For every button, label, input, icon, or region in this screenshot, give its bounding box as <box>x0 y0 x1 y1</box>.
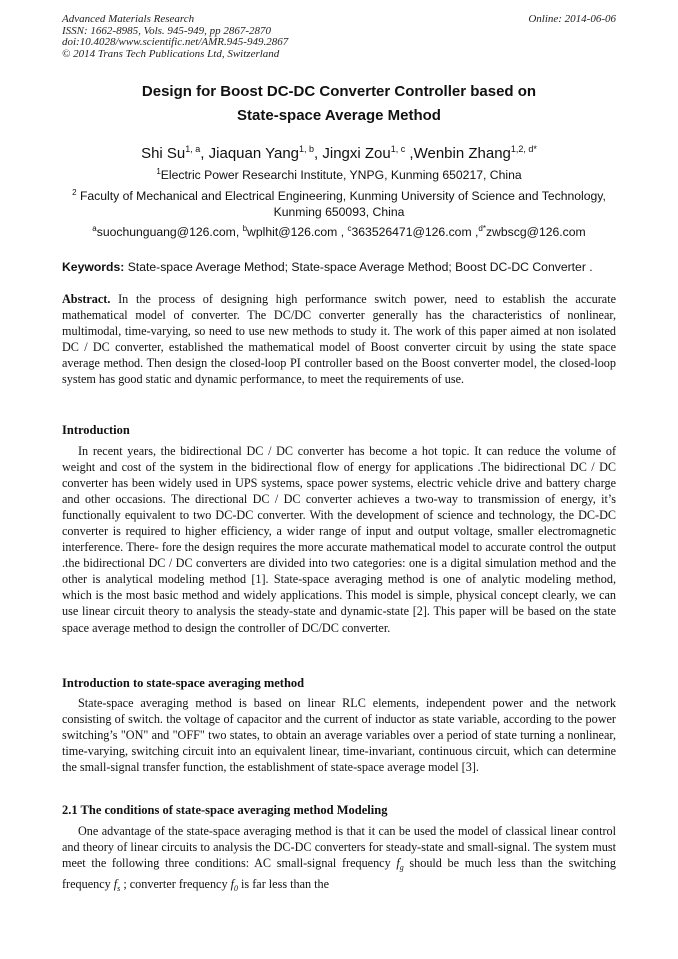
conditions-text: is far less than the <box>238 877 330 892</box>
affiliation-text: Faculty of Mechanical and Electrical Engineering, Kunming University of Science and Technology, <box>79 189 606 203</box>
math-symbol <box>396 856 404 873</box>
keywords-text: State-space Average Method; State-space Average Method; Boost DC-DC Converter . <box>124 260 593 274</box>
author-sup: 1,2, d* <box>510 144 537 154</box>
affiliation-1 <box>62 164 616 183</box>
keywords-line <box>62 259 622 275</box>
author-name: Wenbin Zhang <box>413 145 511 162</box>
state-space-text: State-space averaging method is based on linear RLC elements, independent power and the network consisting of switch. the voltage of capacitor and the current of inductor as state variable, according to the power switching’s "ON" and "OFF" two states, to obtain an average variables over a period of state turning a nonlinear, time-varying, switching circuit into an equivalent linear, time-invariant, continuous circuit, which can determine the small-signal transfer function, the establishment of state-space average model [3]. <box>62 696 616 775</box>
title-line-2: State-space Average Method <box>237 107 441 124</box>
email-sup: a <box>92 224 97 233</box>
affiliation-2 <box>62 185 616 220</box>
doi-line: doi:10.4028/www.scientific.net/AMR.945-949.2867 <box>62 36 289 48</box>
email-sup: b <box>242 224 248 233</box>
introduction-paragraph <box>62 443 616 636</box>
affiliation-text: Kunming 650093, China <box>273 205 405 219</box>
section-heading-conditions: 2.1 The conditions of state-space averaging method Modeling <box>62 803 388 817</box>
email-address[interactable]: wplhit@126.com , <box>247 225 348 239</box>
math-var: f <box>396 856 400 871</box>
author-name: Jingxi Zou <box>322 145 391 162</box>
keywords-label: Keywords: <box>62 260 125 274</box>
email-line <box>62 221 616 240</box>
online-date: Online: 2014-06-06 <box>528 13 616 25</box>
abstract-label: Abstract. <box>62 292 111 306</box>
author-list <box>62 139 616 164</box>
math-var: f <box>230 877 234 892</box>
conditions-text: ; converter frequency <box>120 877 231 892</box>
email-address[interactable]: zwbscg@126.com <box>485 225 586 239</box>
math-subscript: 0 <box>234 884 238 894</box>
math-symbol <box>230 877 238 894</box>
issn-line: ISSN: 1662-8985, Vols. 945-949, pp 2867-2870 <box>62 24 271 37</box>
author-separator: , <box>405 145 414 162</box>
math-var: f <box>113 877 118 892</box>
conditions-text: should be much less than the switching frequency <box>62 856 616 892</box>
email-sup: c <box>347 224 352 233</box>
copyright-line: © 2014 Trans Tech Publications Ltd, Switzerland <box>62 47 280 60</box>
author-sup: 1, c <box>390 144 406 154</box>
conditions-paragraph <box>62 823 616 897</box>
author-sup: 1, b <box>299 144 315 154</box>
math-subscript: g <box>399 863 404 873</box>
affiliation-sup: 2 <box>72 188 77 197</box>
introduction-text: In recent years, the bidirectional DC / DC converter has become a hot topic. It can reduce the volume of weight and cost of the system in the bidirectional flow of energy for applications .The bidirectional DC / DC converter has been widely used in UPS systems, space power systems, electric vehicle drive and battery charge and other occasions. The directional DC / DC converter achieves a two-way to transmission of energy, it’s functionally equivalent to two DC-DC converter. With the development of science and technology, the DC-DC converter is required to higher efficiency, a wider range of input and output voltage, smaller electromagnetic interference. There- fore the design requires the more accurate mathematical model to accurate control the output .the bidirectional DC / DC converters are divided into two categories: one is a digital simulation method and the other is analytical modeling method [1]. State-space averaging method is one of analytic modeling method, which is the most basic method and widely applications. This model is simple, physical concept clearly, we can use linear circuit theory to analysis the steady-state and dynamic-state [2]. This paper will be based on the state space average method to design the controller of DC/DC converter. <box>62 444 616 635</box>
author-name: Shi Su <box>141 145 186 162</box>
affiliation-sup: 1 <box>156 167 161 176</box>
conditions-text: One advantage of the state-space averaging method is that it can be used the model of classical linear control and theory of linear circuits to analysis the DC-DC converters for steady-state and small-signal. The system must meet the following three conditions: AC small-signal frequency <box>62 824 616 871</box>
email-address[interactable]: 363526471@126.com , <box>351 225 479 239</box>
section-heading-state-space: Introduction to state-space averaging method <box>62 676 305 690</box>
author-separator: , <box>200 145 209 162</box>
section-heading-introduction: Introduction <box>62 423 130 437</box>
affiliation-text: Electric Power Researchi Institute, YNPG, Kunming 650217, China <box>160 168 522 182</box>
author-separator: , <box>314 145 323 162</box>
email-address[interactable]: suochunguang@126.com, <box>96 225 243 239</box>
state-space-paragraph <box>62 695 616 775</box>
abstract-text: In the process of designing high performance switch power, need to establish the accurate mathematical model of converter. The DC/DC converter generally has the characteristics of nonlinear, multimodal, time-varying, so need to use new methods to study it. The work of this paper aimed at non isolated DC / DC converter, established the mathematical model of Boost converter circuit by using the state space average method. Then design the closed-loop PI controller based on the Boost converter model, the closed-loop system has good static and dynamic performance, to meet the requirements of use. <box>62 292 616 387</box>
email-sup: d* <box>478 224 486 233</box>
author-sup: 1, a <box>185 144 201 154</box>
journal-header <box>62 14 616 60</box>
journal-name: Advanced Materials Research <box>62 13 195 25</box>
author-name: Jiaquan Yang <box>208 145 299 162</box>
title-line-1: Design for Boost DC-DC Converter Controller based on <box>141 83 537 100</box>
paper-title <box>62 80 616 128</box>
abstract-paragraph <box>62 291 616 387</box>
math-subscript: s <box>117 884 121 894</box>
